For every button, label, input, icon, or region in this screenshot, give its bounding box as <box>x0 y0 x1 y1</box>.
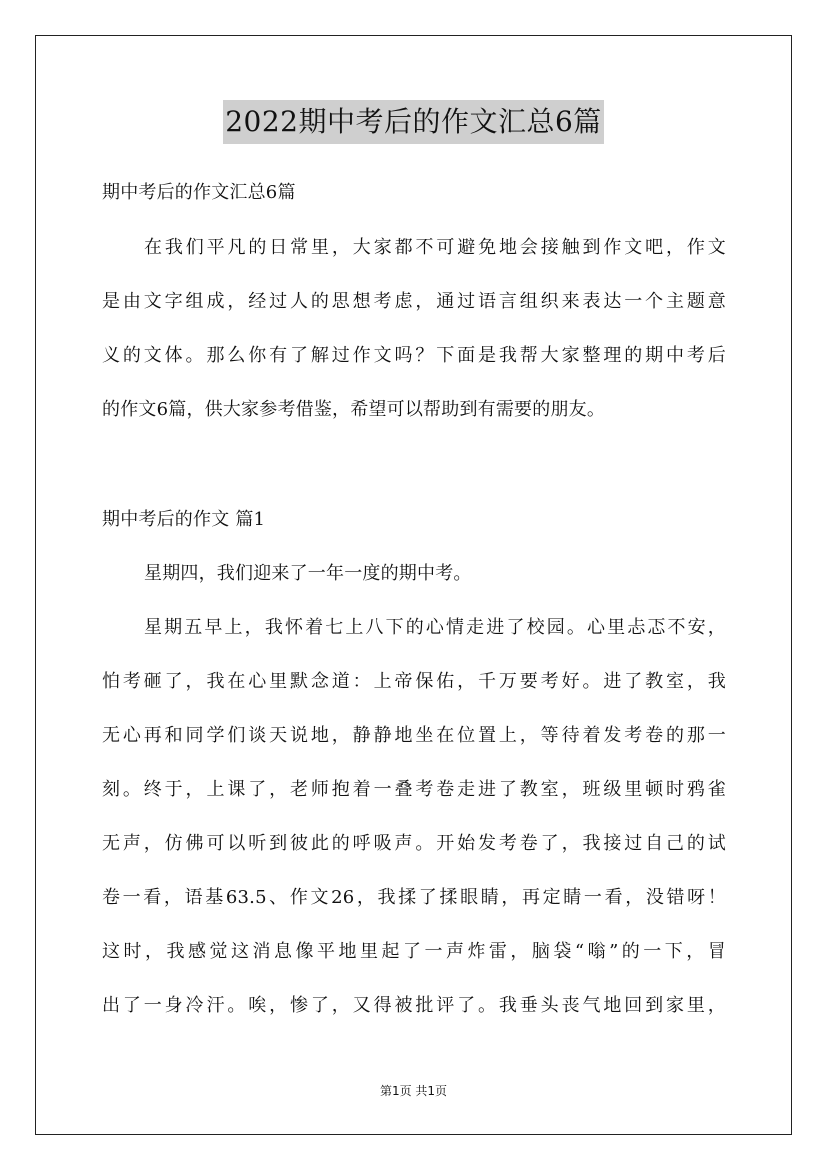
section-para2-line-8: 出了一身冷汗。唉，惨了，又得被批评了。我垂头丧气地回到家里， <box>102 995 726 1016</box>
document-title: 2022期中考后的作文汇总6篇 <box>223 100 604 144</box>
section-para2-line-4: 刻。终于，上课了，老师抱着一叠考卷走进了教室，班级里顿时鸦雀 <box>102 779 726 800</box>
section-paragraph-1: 星期四，我们迎来了一年一度的期中考。 <box>144 563 472 584</box>
intro-line-2: 是由文字组成，经过人的思想考虑，通过语言组织来表达一个主题意 <box>102 291 726 312</box>
section-heading: 期中考后的作文 篇1 <box>102 509 266 530</box>
intro-line-3: 义的文体。那么你有了解过作文吗？下面是我帮大家整理的期中考后 <box>102 345 726 366</box>
section-para2-line-3: 无心再和同学们谈天说地，静静地坐在位置上，等待着发考卷的那一 <box>102 725 726 746</box>
page-footer: 第1页 共1页 <box>379 1084 448 1098</box>
section-para2-line-6: 卷一看，语基63.5、作文26，我揉了揉眼睛，再定睛一看，没错呀！ <box>102 887 726 908</box>
title-wrapper <box>0 100 827 144</box>
document-subtitle: 期中考后的作文汇总6篇 <box>102 182 296 203</box>
intro-line-1: 在我们平凡的日常里，大家都不可避免地会接触到作文吧，作文 <box>144 237 726 258</box>
section-para2-line-7: 这时，我感觉这消息像平地里起了一声炸雷，脑袋“嗡”的一下，冒 <box>102 941 726 962</box>
section-para2-line-5: 无声，仿佛可以听到彼此的呼吸声。开始发考卷了，我接过自己的试 <box>102 833 726 854</box>
section-para2-line-1: 星期五早上，我怀着七上八下的心情走进了校园。心里忐忑不安， <box>144 617 726 638</box>
intro-line-4: 的作文6篇，供大家参考借鉴，希望可以帮助到有需要的朋友。 <box>102 399 606 420</box>
section-para2-line-2: 怕考砸了，我在心里默念道：上帝保佑，千万要考好。进了教室，我 <box>102 671 726 692</box>
